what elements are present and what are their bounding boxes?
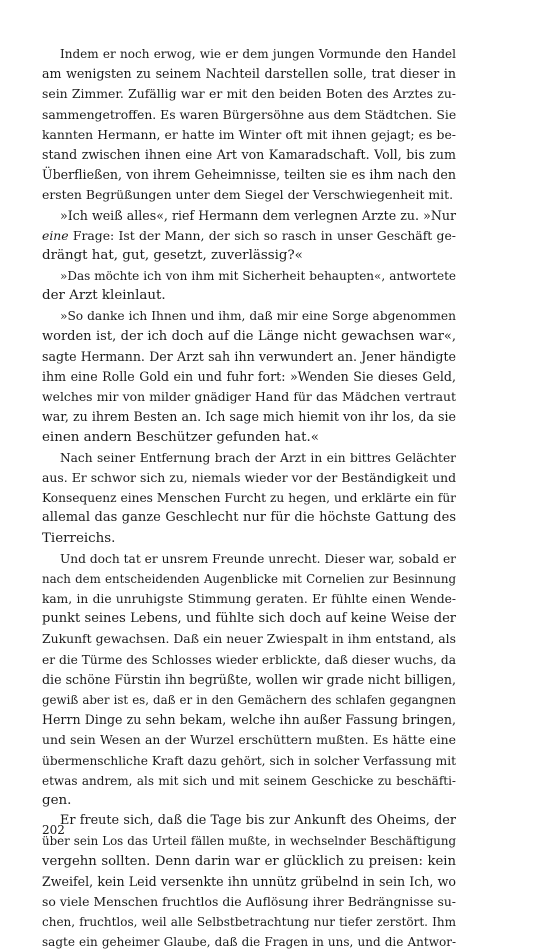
text-line: über sein Los das Urteil fällen mußte, in wechselnder Beschäftigung (42, 834, 456, 849)
text-line: allemal das ganze Geschlecht nur für die höchste Gattung des (42, 510, 456, 526)
text-line: die schöne Fürstin ihn begrüßte, wollen wir grade nicht billigen, (42, 671, 456, 687)
emphasis: eine (42, 227, 69, 243)
text-line: Zukunft gewachsen. Daß ein neuer Zwiespalt in ihm entstand, als (42, 631, 456, 647)
text-line: »Das möchte ich von ihm mit Sicherheit behaupten«, antwortete (60, 269, 456, 284)
text-line: ersten Begrüßungen unter dem Siegel der Verschwiegenheit mit. (42, 187, 454, 203)
text-line: etwas andrem, als mit sich und mit seinem Geschicke zu beschäfti- (42, 773, 456, 788)
text-line: vergehn sollten. Denn darin war er glücklich zu preisen: kein (42, 853, 456, 869)
text-line: war, zu ihrem Besten an. Ich sage mich hiemit von ihr los, da sie (42, 409, 456, 425)
text-line: gewiß aber ist es, daß er in den Gemächern des schlafen gegangnen (42, 693, 456, 707)
text-line: Indem er noch erwog, wie er dem jungen Vormunde den Handel (60, 47, 456, 61)
text-line: Nach seiner Entfernung brach der Arzt in ein bittres Gelächter (60, 450, 456, 465)
text-line: »So danke ich Ihnen und ihm, daß mir eine Sorge abgenommen (60, 309, 456, 324)
text-line: der Arzt kleinlaut. (42, 288, 166, 304)
text-line: sagte Hermann. Der Arzt sah ihn verwundert an. Jener händigte (42, 348, 456, 364)
text-line: Zweifel, kein Leid versenkte ihn unnütz grübelnd in sein Ich, wo (42, 873, 456, 889)
text-line: »Ich weiß alles«, rief Hermann dem verlegnen Arzte zu. »Nur (60, 207, 456, 223)
text-line: Überfließen, von ihrem Geheimnisse, teilten sie es ihm nach den (42, 167, 456, 183)
text-line: worden ist, der ich doch auf die Länge nicht gewachsen war«, (42, 328, 456, 344)
body-text (42, 44, 456, 952)
text-line: übermenschliche Kraft dazu gehört, sich in solcher Verfassung mit (42, 753, 456, 768)
text-line: eine Frage: Ist der Mann, der sich so rasch in unser Geschäft ge- (42, 227, 456, 243)
page-number: 202 (42, 823, 65, 837)
text-line: gen. (42, 792, 72, 808)
text-line: kannten Hermann, er hatte im Winter oft mit ihnen gejagt; es be- (42, 126, 456, 142)
text-line: und sein Wesen an der Wurzel erschüttern mußten. Es hätte eine (42, 732, 456, 748)
text-line: stand zwischen ihnen eine Art von Kamaradschaft. Voll, bis zum (42, 146, 456, 162)
text-line: Tierreichs. (42, 530, 116, 546)
text-line: Er freute sich, daß die Tage bis zur Ankunft des Oheims, der (60, 813, 456, 829)
text-line: sammengetroffen. Es waren Bürgersöhne aus dem Städtchen. Sie (42, 106, 457, 122)
text-line: drängt hat, gut, gesetzt, zuverlässig?« (42, 247, 303, 263)
text-line: ihm eine Rolle Gold ein und fuhr fort: »Wenden Sie dieses Geld, (42, 369, 456, 384)
text-line: nach dem entscheidenden Augenblicke mit Cornelien zur Besinnung (42, 571, 456, 586)
text-line: er die Türme des Schlosses wieder erblickte, daß dieser wuchs, da (42, 652, 456, 667)
text-line: sein Zimmer. Zufällig war er mit den beiden Boten des Arztes zu- (42, 86, 456, 102)
text-line: am wenigsten zu seinem Nachteil darstellen solle, trat dieser in (42, 66, 456, 82)
text-line: so viele Menschen fruchtlos die Auflösung ihrer Bedrängnisse su- (42, 893, 456, 909)
text-line: punkt seines Lebens, und fühlte sich doch auf keine Weise der (42, 611, 456, 627)
text-line: kam, in die unruhigste Stimmung geraten. Er fühlte einen Wende- (42, 592, 456, 607)
text-line: aus. Er schwor sich zu, niemals wieder vor der Beständigkeit und (42, 469, 456, 485)
text-line: welches mir von milder gnädiger Hand für das Mädchen vertraut (42, 389, 456, 405)
text-line: chen, fruchtlos, weil alle Selbstbetrachtung nur tiefer zerstört. Ihm (42, 915, 456, 930)
text-line: sagte ein geheimer Glaube, daß die Fragen in uns, und die Antwor- (42, 935, 456, 950)
text-line: einen andern Beschützer gefunden hat.« (42, 429, 319, 445)
text-line: Herrn Dinge zu sehn bekam, welche ihn außer Fassung bringen, (42, 712, 456, 728)
text-line: Und doch tat er unsrem Freunde unrecht. Dieser war, sobald er (60, 551, 456, 566)
text-line: Konsequenz eines Menschen Furcht zu hegen, und erklärte ein für (42, 491, 456, 506)
